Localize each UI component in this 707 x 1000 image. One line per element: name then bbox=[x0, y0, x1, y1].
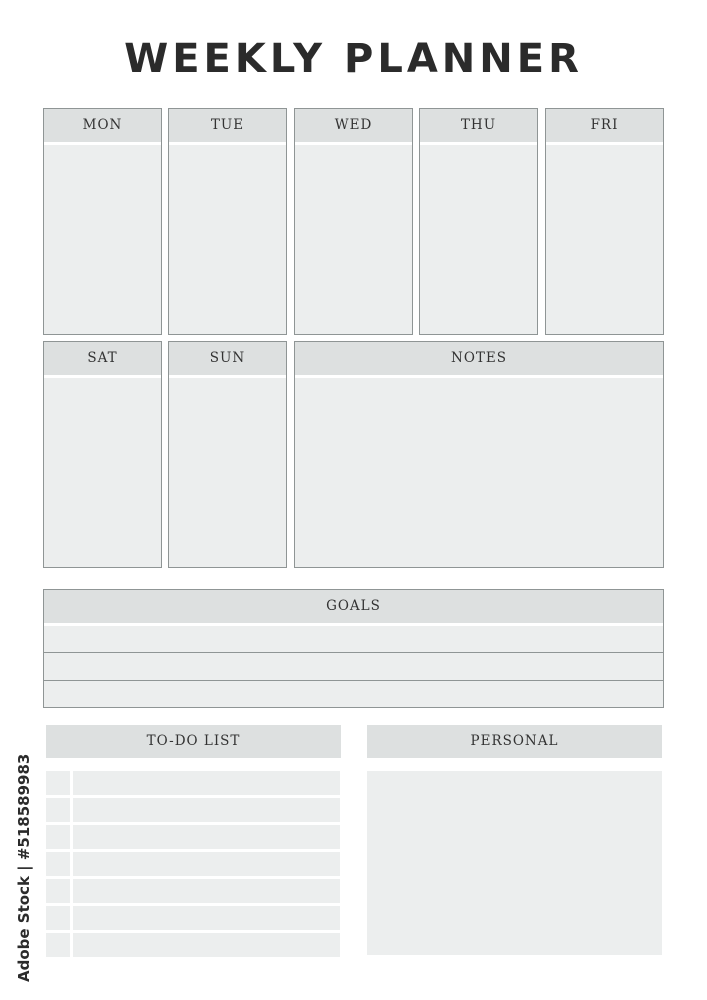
todo-line[interactable] bbox=[73, 771, 340, 795]
notes-label: NOTES bbox=[295, 342, 663, 378]
todo-row[interactable] bbox=[46, 852, 340, 876]
day-label: FRI bbox=[546, 109, 663, 145]
notes-box[interactable] bbox=[294, 341, 664, 568]
watermark-text: Adobe Stock | #518589983 bbox=[15, 753, 33, 982]
personal-box[interactable] bbox=[367, 771, 662, 955]
day-label: MON bbox=[44, 109, 161, 145]
day-label: SAT bbox=[44, 342, 161, 378]
todo-row[interactable] bbox=[46, 933, 340, 957]
day-box-fri[interactable] bbox=[545, 108, 664, 335]
goals-divider bbox=[44, 680, 663, 681]
todo-checkbox[interactable] bbox=[46, 879, 70, 903]
day-label: WED bbox=[295, 109, 412, 145]
goals-label: GOALS bbox=[44, 590, 663, 626]
day-box-mon[interactable] bbox=[43, 108, 162, 335]
todo-line[interactable] bbox=[73, 798, 340, 822]
todo-line[interactable] bbox=[73, 825, 340, 849]
day-box-tue[interactable] bbox=[168, 108, 287, 335]
todo-header: TO-DO LIST bbox=[46, 725, 341, 758]
todo-row[interactable] bbox=[46, 798, 340, 822]
todo-checkbox[interactable] bbox=[46, 852, 70, 876]
todo-checkbox[interactable] bbox=[46, 906, 70, 930]
todo-row[interactable] bbox=[46, 906, 340, 930]
stock-watermark bbox=[14, 753, 34, 982]
todo-checkbox[interactable] bbox=[46, 825, 70, 849]
day-label: THU bbox=[420, 109, 537, 145]
day-box-sat[interactable] bbox=[43, 341, 162, 568]
todo-checkbox[interactable] bbox=[46, 771, 70, 795]
day-label: SUN bbox=[169, 342, 286, 378]
todo-row[interactable] bbox=[46, 771, 340, 795]
todo-line[interactable] bbox=[73, 906, 340, 930]
day-label: TUE bbox=[169, 109, 286, 145]
goals-box[interactable] bbox=[43, 589, 664, 708]
goals-divider bbox=[44, 652, 663, 653]
todo-checkbox[interactable] bbox=[46, 933, 70, 957]
todo-list bbox=[46, 771, 340, 960]
todo-checkbox[interactable] bbox=[46, 798, 70, 822]
day-box-thu[interactable] bbox=[419, 108, 538, 335]
personal-header: PERSONAL bbox=[367, 725, 662, 758]
todo-row[interactable] bbox=[46, 825, 340, 849]
todo-row[interactable] bbox=[46, 879, 340, 903]
todo-line[interactable] bbox=[73, 933, 340, 957]
todo-line[interactable] bbox=[73, 852, 340, 876]
day-box-wed[interactable] bbox=[294, 108, 413, 335]
page-title: WEEKLY PLANNER bbox=[124, 36, 583, 82]
day-box-sun[interactable] bbox=[168, 341, 287, 568]
todo-line[interactable] bbox=[73, 879, 340, 903]
